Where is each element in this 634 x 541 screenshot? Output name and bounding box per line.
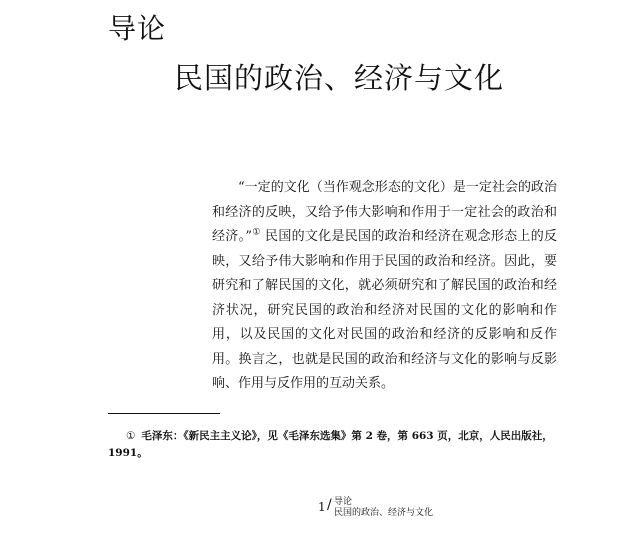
footnote-reference[interactable]: ① bbox=[252, 227, 261, 238]
footer-chapter: 民国的政治、经济与文化 bbox=[334, 508, 434, 518]
body-paragraph bbox=[212, 176, 557, 397]
chapter-label: 导论 bbox=[108, 12, 167, 45]
body-text bbox=[212, 176, 557, 397]
page-number: 1 bbox=[318, 500, 326, 514]
footnote-text: 毛泽东：《新民主主义论》，见《毛泽东选集》第 2 卷，第 663 页，北京，人民出版社，1991。 bbox=[108, 430, 553, 459]
running-footer bbox=[334, 497, 433, 519]
footnote-divider bbox=[108, 413, 220, 414]
footnote bbox=[108, 428, 556, 462]
paragraph-text: 民国的文化是民国的政治和经济在观念形态上的反映，又给予伟大影响和作用于民国的政治和经济。因此，要研究和了解民国的文化，就必须研究和了解民国的政治和经济状况，研究民国的政治和经济对民国的文化的影响和作用，以及民国的文化对民国的政治和经济的反影响和反作用。换言之，也就是民国的政治和经济与文化的影响与反影响、作用与反作用的互动关系。 bbox=[212, 229, 557, 391]
footnote-number: ① bbox=[126, 430, 136, 442]
chapter-title: 民国的政治、经济与文化 bbox=[174, 61, 505, 95]
quoted-text: “一定的文化（当作观念形态的文化）是一定社会的政治和经济的反映，又给予伟大影响和作用于一定社会的政治和经济。” bbox=[212, 180, 557, 244]
footer-separator: / bbox=[327, 497, 332, 513]
footer-section: 导论 bbox=[334, 497, 353, 507]
